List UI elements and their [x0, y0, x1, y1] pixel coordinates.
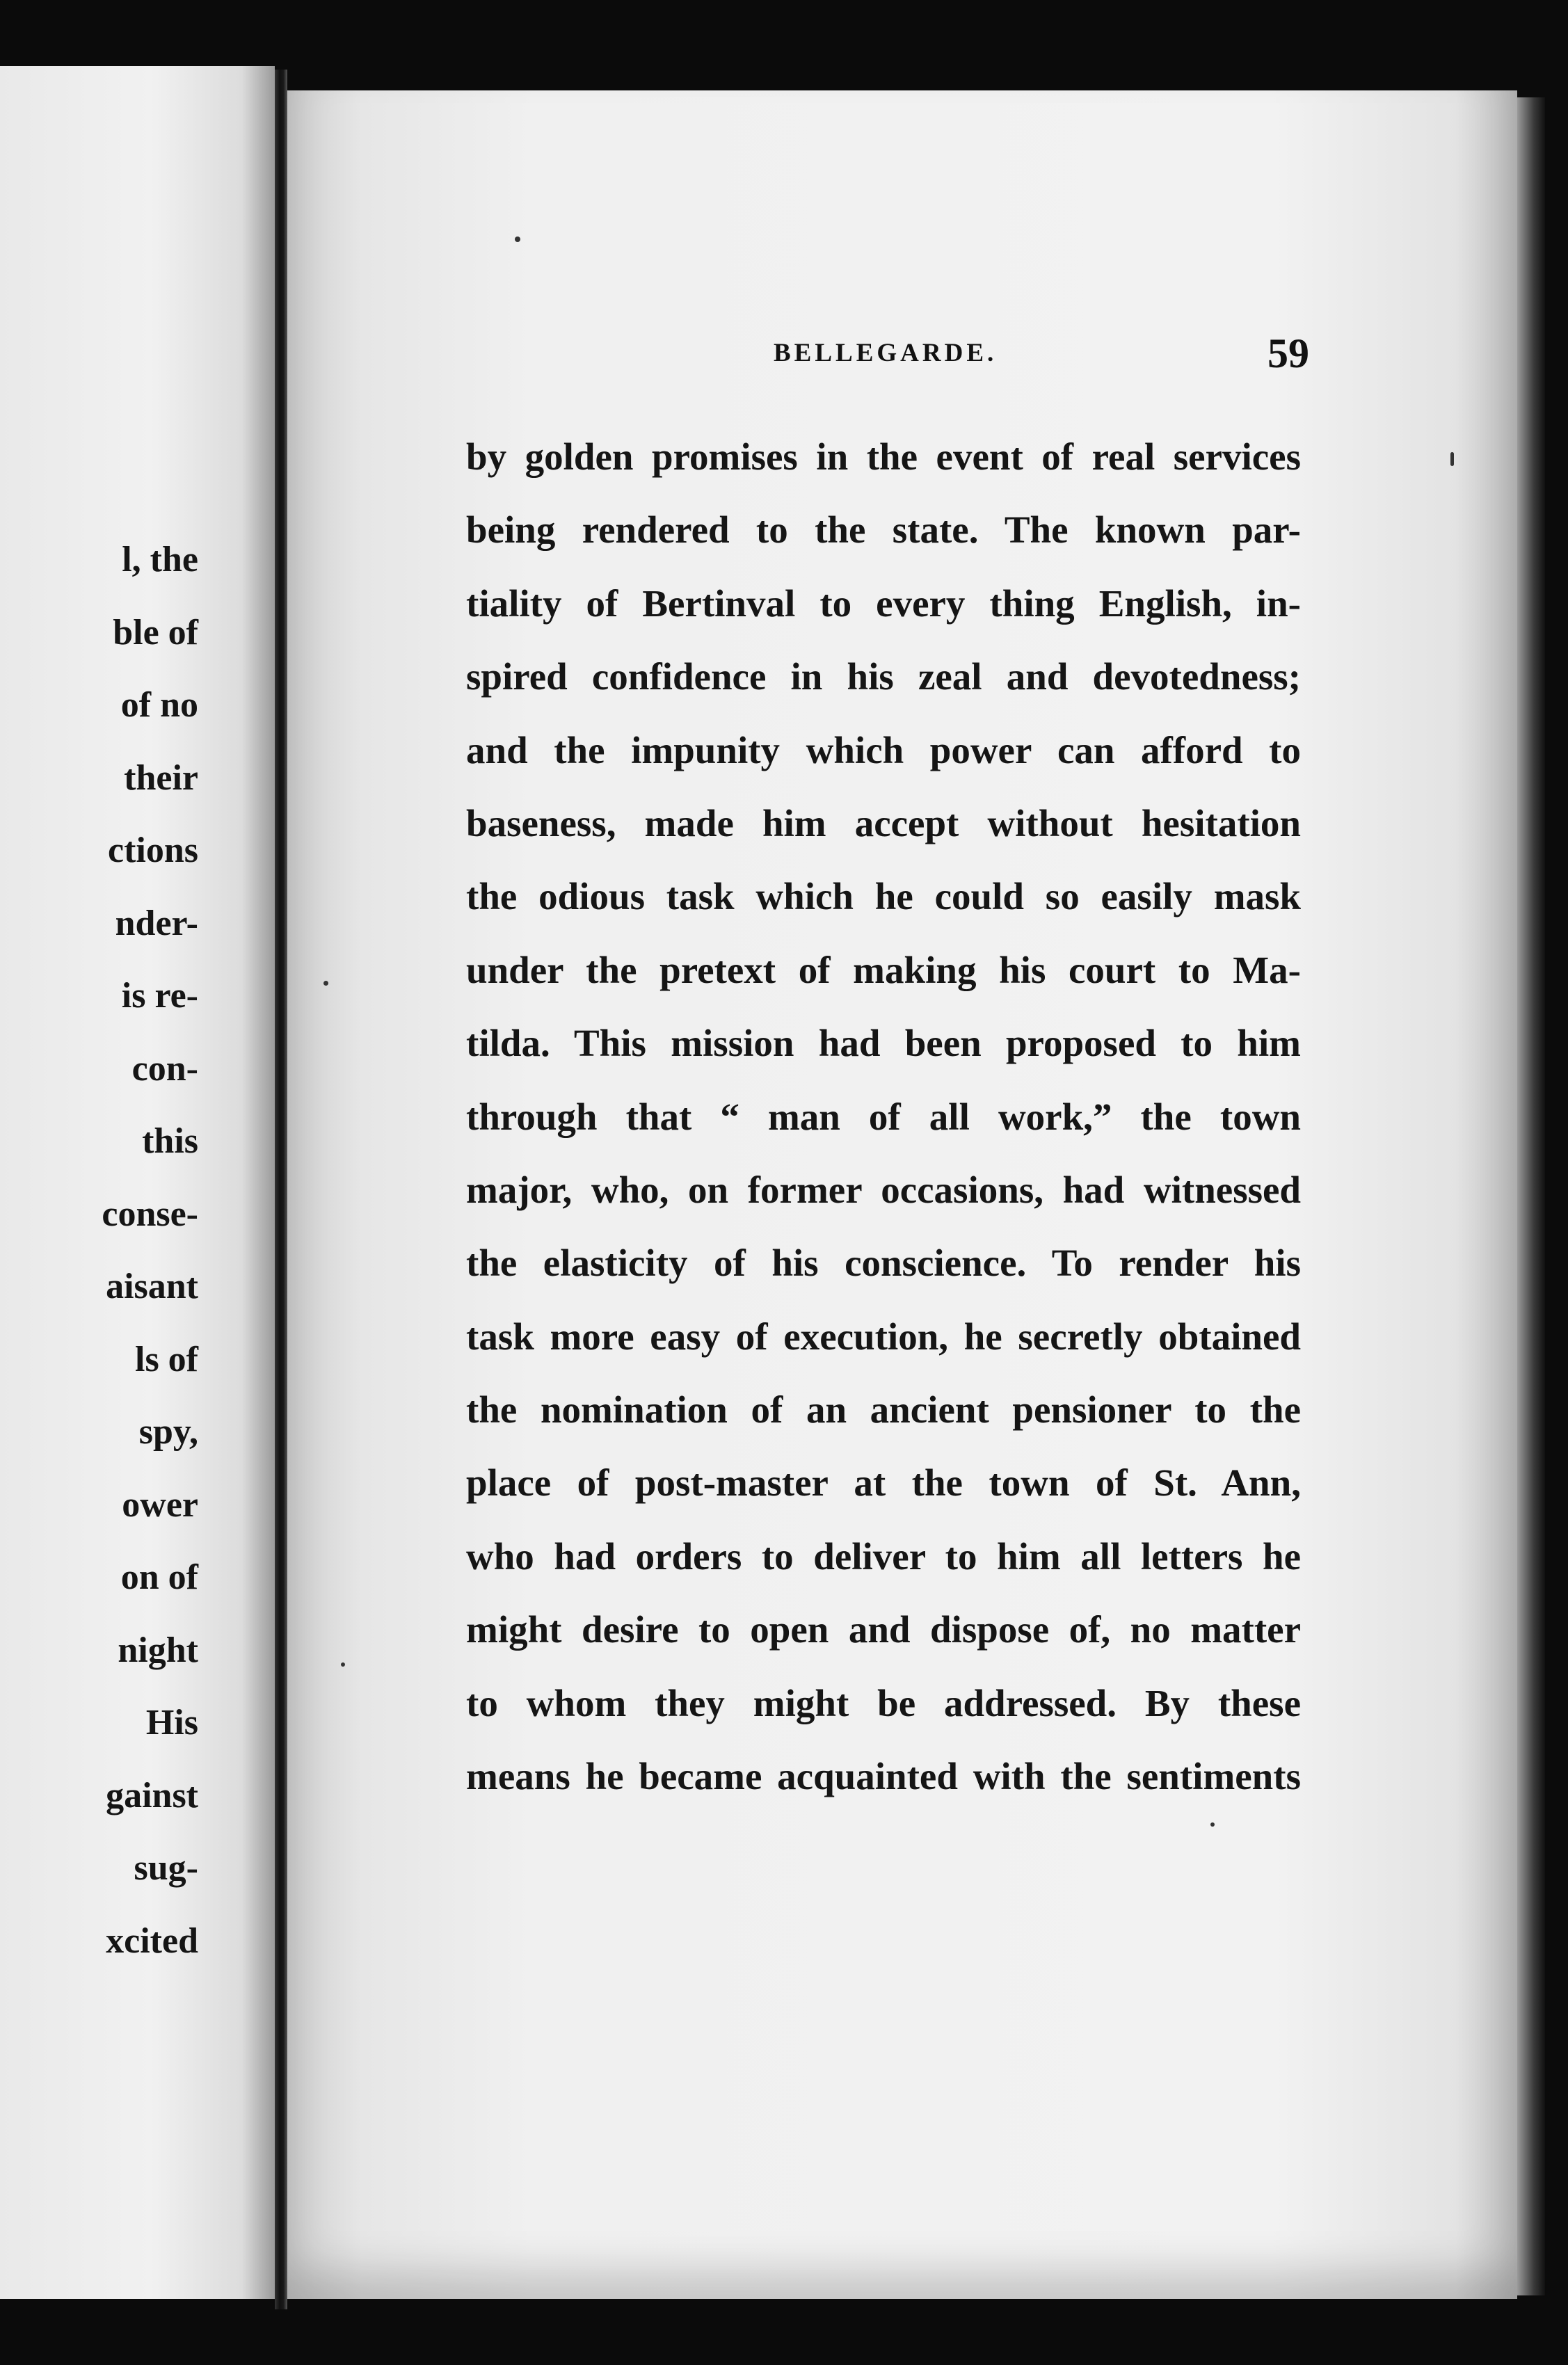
text-line: under the pretext of making his court to Ma-	[466, 948, 1301, 991]
left-facing-page	[0, 66, 275, 2299]
text-line: tiality of Bertinval to every thing English, in-	[466, 582, 1301, 625]
left-page-text	[0, 524, 198, 1978]
text-line: being rendered to the state. The known par-	[466, 508, 1301, 552]
page-edge-shadow	[1517, 97, 1545, 2295]
text-line: major, who, on former occasions, had witnessed	[466, 1168, 1301, 1211]
left-text-line: this	[142, 1121, 198, 1161]
text-line: who had orders to deliver to him all letters he	[466, 1534, 1301, 1578]
text-line: means he became acquainted with the sentiments	[466, 1755, 1301, 1798]
left-text-line: night	[118, 1630, 198, 1670]
scan-speck	[1450, 452, 1454, 466]
left-text-line: His	[145, 1703, 198, 1742]
left-text-line: of no	[120, 685, 198, 725]
left-text-line: sug-	[134, 1848, 198, 1888]
left-text-line: l, the	[122, 540, 198, 579]
scan-speck	[341, 1662, 345, 1667]
left-text-line: aisant	[106, 1267, 198, 1306]
left-text-line: nder-	[115, 903, 198, 943]
left-text-line: conse-	[102, 1194, 198, 1234]
scan-speck	[515, 236, 520, 242]
running-head	[774, 330, 1309, 380]
left-text-line: on of	[120, 1557, 198, 1597]
scan-speck	[323, 981, 328, 986]
text-line: tilda. This mission had been proposed to him	[466, 1022, 1301, 1065]
text-line: the odious task which he could so easily mask	[466, 875, 1301, 918]
text-line: the elasticity of his conscience. To render his	[466, 1242, 1301, 1285]
left-text-line: ower	[122, 1484, 198, 1525]
left-text-line: ble of	[113, 612, 198, 652]
scan-speck	[1210, 1822, 1215, 1827]
left-text-line: their	[124, 757, 198, 798]
text-line: might desire to open and dispose of, no matter	[466, 1608, 1301, 1651]
book-gutter	[275, 70, 287, 2309]
left-text-line: spy,	[138, 1412, 198, 1452]
page-body-text	[466, 420, 1301, 1813]
text-line: through that “ man of all work,” the town	[466, 1095, 1301, 1138]
text-line: to whom they might be addressed. By these	[466, 1681, 1301, 1724]
left-text-line: gainst	[106, 1775, 198, 1815]
text-line: baseness, made him accept without hesitation	[466, 801, 1301, 844]
text-line: and the impunity which power can afford to	[466, 728, 1301, 771]
text-line: by golden promises in the event of real services	[466, 435, 1301, 478]
left-text-line: con-	[131, 1048, 198, 1089]
left-text-line: ls of	[135, 1339, 198, 1379]
page-number: 59	[1267, 330, 1309, 376]
text-line: spired confidence in his zeal and devotedness;	[466, 655, 1301, 698]
left-text-line: xcited	[106, 1921, 198, 1961]
text-line: place of post-master at the town of St. Ann,	[466, 1461, 1301, 1505]
left-text-line: is re-	[121, 976, 198, 1016]
text-line: task more easy of execution, he secretly obtained	[466, 1315, 1301, 1358]
running-title: BELLEGARDE.	[774, 339, 998, 367]
text-line: the nomination of an ancient pensioner to the	[466, 1388, 1301, 1432]
left-text-line: ctions	[108, 831, 198, 870]
